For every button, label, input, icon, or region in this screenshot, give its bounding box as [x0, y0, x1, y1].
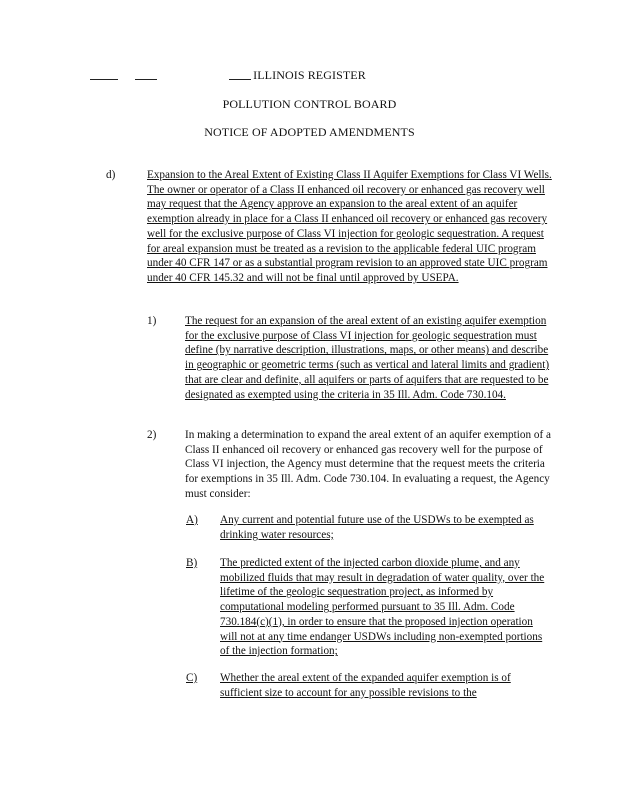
item-B-text: The predicted extent of the injected carbon dioxide plume, and any mobilized fluids that may result in degradation of water quality, over the lifetime of the geologic sequestration project, as informed by computational modeling performed pursuant to 35 Ill. Adm. Code 730.184(c)(1), in order to ensure that the proposed injection operation will not at any time endanger USDWs including non-exempted portions of the injection formation; — [220, 557, 545, 658]
board-title: POLLUTION CONTROL BOARD — [222, 97, 397, 111]
register-title: ILLINOIS REGISTER — [253, 68, 366, 82]
item-B-label: B) — [186, 557, 198, 569]
item-1-text: The request for an expansion of the areal extent of an existing aquifer exemption for the exclusive purpose of Class VI injection for geologic sequestration must define (by narrative description, illustrations, maps, or other means) and describe in geographic or geometric terms (such as vertical and lateral limits and gradient) that are clear and definite, all aquifers or parts of aquifers that are requested to be designated as exempted using the criteria in 35 Ill. Adm. Code 730.104. — [185, 315, 550, 401]
item-2-text: In making a determination to expand the areal extent of an aquifer exemption of a Class II enhanced oil recovery or enhanced gas recovery well for the purpose of Class VI injection, the Agency must determine that the request meets the criteria for exemptions in 35 Ill. Adm. Code 730.104. In evaluating a request, the Agency must consider: — [185, 429, 551, 500]
item-1-label: 1) — [147, 315, 157, 327]
item-2-label: 2) — [147, 429, 157, 441]
item-A-label: A) — [186, 514, 198, 526]
item-A-text: Any current and potential future use of the USDWs to be exempted as drinking water resources; — [220, 514, 534, 541]
item-C-label: C) — [186, 672, 198, 684]
section-d-text: Expansion to the Areal Extent of Existing Class II Aquifer Exemptions for Class VI Wells. The owner or operator of a Class II enhanced oil recovery or enhanced gas recovery well may request that the Agency approve an expansion to the areal extent of an aquifer exemption already in place for a Class II enhanced oil recovery or enhanced gas recovery well for the exclusive purpose of Class VI injection for geologic sequestration. A request for areal expansion must be treated as a revision to the applicable federal UIC program under 40 CFR 147 or as a substantial program revision to an approved state UIC program under 40 CFR 145.32 and will not be final until approved by USEPA. — [147, 169, 552, 284]
notice-title: NOTICE OF ADOPTED AMENDMENTS — [204, 125, 415, 139]
section-d-label: d) — [106, 169, 116, 181]
item-C-text: Whether the areal extent of the expanded aquifer exemption is of sufficient size to account for any possible revisions to the — [220, 672, 511, 699]
